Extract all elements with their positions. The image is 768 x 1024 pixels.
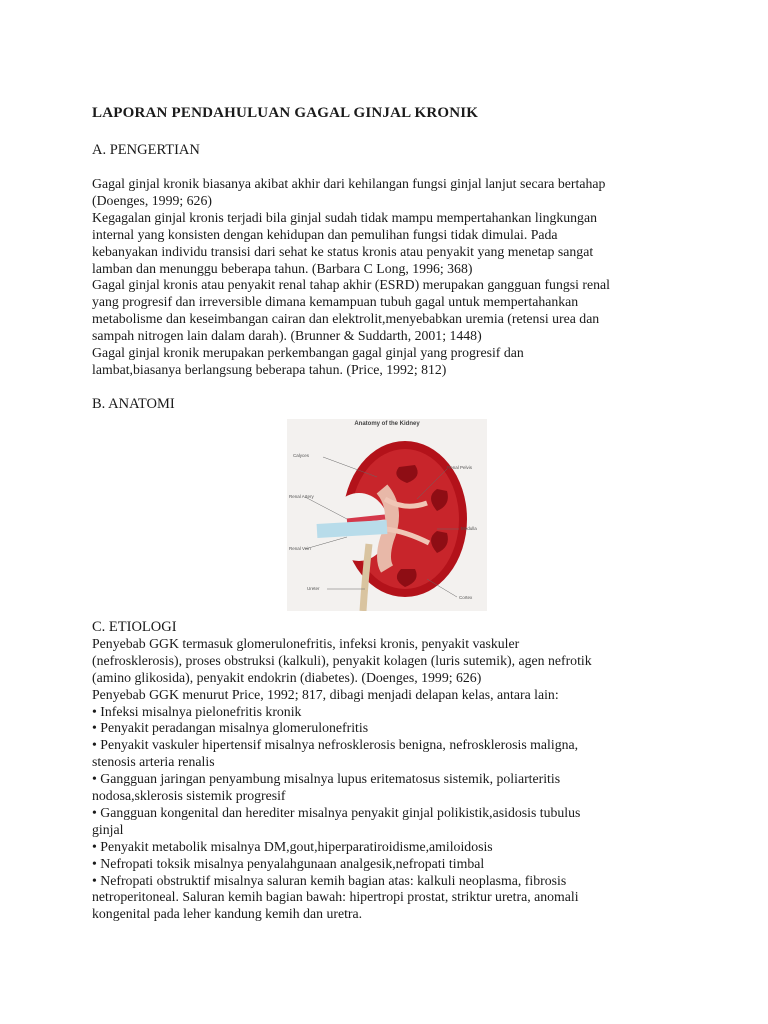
list-item: • Penyakit vaskuler hipertensif misalnya nefrosklerosis benigna, nefrosklerosis maligna, stenosis arteria renalis <box>92 737 579 770</box>
etiologi-lead: Penyebab GGK menurut Price, 1992; 817, dibagi menjadi delapan kelas, antara lain: <box>92 686 559 702</box>
pengertian-paragraph-2: Kegagalan ginjal kronis terjadi bila ginjal sudah tidak mampu mempertahankan lingkungan internal yang konsisten dengan kehidupan dan pemulihan fungsi tidak dimulai. Pada kebanyakan individu transisi dari sehat ke status kronis atau penyakit yang menetap sangat lamban dan menunggu beberapa tahun. (Barbara C Long, 1996; 368) <box>92 209 597 276</box>
list-item: • Infeksi misalnya pielonefritis kronik <box>92 703 302 719</box>
section-a-heading: A. PENGERTIAN <box>92 142 200 158</box>
kidney-illustration <box>287 419 487 611</box>
list-item: • Nefropati obstruktif misalnya saluran kemih bagian atas: kalkuli neoplasma, fibrosis netroperitoneal. Saluran kemih bagian bawah: hipertropi prostat, striktur uretra, anomali kongenital pada leher kandung kemih dan uretra. <box>92 872 579 922</box>
kidney-anatomy-image <box>287 419 487 611</box>
section-b-heading: B. ANATOMI <box>92 395 175 412</box>
document-page <box>92 104 692 923</box>
list-item: • Penyakit peradangan misalnya glomerulonefritis <box>92 720 369 736</box>
label-renal-artery: Renal Artery <box>289 493 314 499</box>
label-medulla: Medulla <box>461 525 477 531</box>
document-title: LAPORAN PENDAHULUAN GAGAL GINJAL KRONIK <box>92 105 479 121</box>
label-renal-pelvis: Renal Pelvis <box>447 464 473 470</box>
section-c-heading: C. ETIOLOGI <box>92 618 177 635</box>
figure-title: Anatomy of the Kidney <box>354 420 420 427</box>
list-item: • Gangguan jaringan penyambung misalnya lupus eritematosus sistemik, poliarteritis nodosa,sklerosis sistemik progresif <box>92 771 561 804</box>
pengertian-paragraph-3: Gagal ginjal kronis atau penyakit renal tahap akhir (ESRD) merupakan gangguan fungsi renal yang progresif dan irreversible dimana kemampuan tubuh gagal untuk mempertahankan metabolisme dan keseimbangan cairan dan elektrolit,menyebabkan uremia (retensi urea dan sampah nitrogen lain dalam darah). (Brunner & Suddarth, 2001; 1448) <box>92 277 610 344</box>
label-ureter: Ureter <box>307 585 320 591</box>
anatomy-figure-wrap <box>92 419 692 619</box>
pengertian-paragraph-4: Gagal ginjal kronik merupakan perkembangan gagal ginjal yang progresif dan lambat,biasanya berlangsung beberapa tahun. (Price, 1992; 812) <box>92 345 524 377</box>
etiologi-intro: Penyebab GGK termasuk glomerulonefritis, infeksi kronis, penyakit vaskuler (nefrosklerosis), proses obstruksi (kalkuli), penyakit kolagen (luris sutemik), agen nefrotik (amino glikosida), penyakit endokrin (diabetes). (Doenges, 1999; 626) <box>92 635 592 685</box>
label-calyces: Calyces <box>293 452 310 458</box>
list-item: • Penyakit metabolik misalnya DM,gout,hiperparatiroidisme,amiloidosis <box>92 838 493 854</box>
label-renal-vein: Renal Vein <box>289 545 311 551</box>
pengertian-paragraph-1: Gagal ginjal kronik biasanya akibat akhir dari kehilangan fungsi ginjal lanjut secara bertahap (Doenges, 1999; 626) <box>92 176 606 208</box>
list-item: • Gangguan kongenital dan herediter misalnya penyakit ginjal polikistik,asidosis tubulus ginjal <box>92 804 581 837</box>
etiologi-list <box>92 704 692 924</box>
list-item: • Nefropati toksik misalnya penyalahgunaan analgesik,nefropati timbal <box>92 855 485 871</box>
label-cortex: Cortex <box>459 594 473 600</box>
